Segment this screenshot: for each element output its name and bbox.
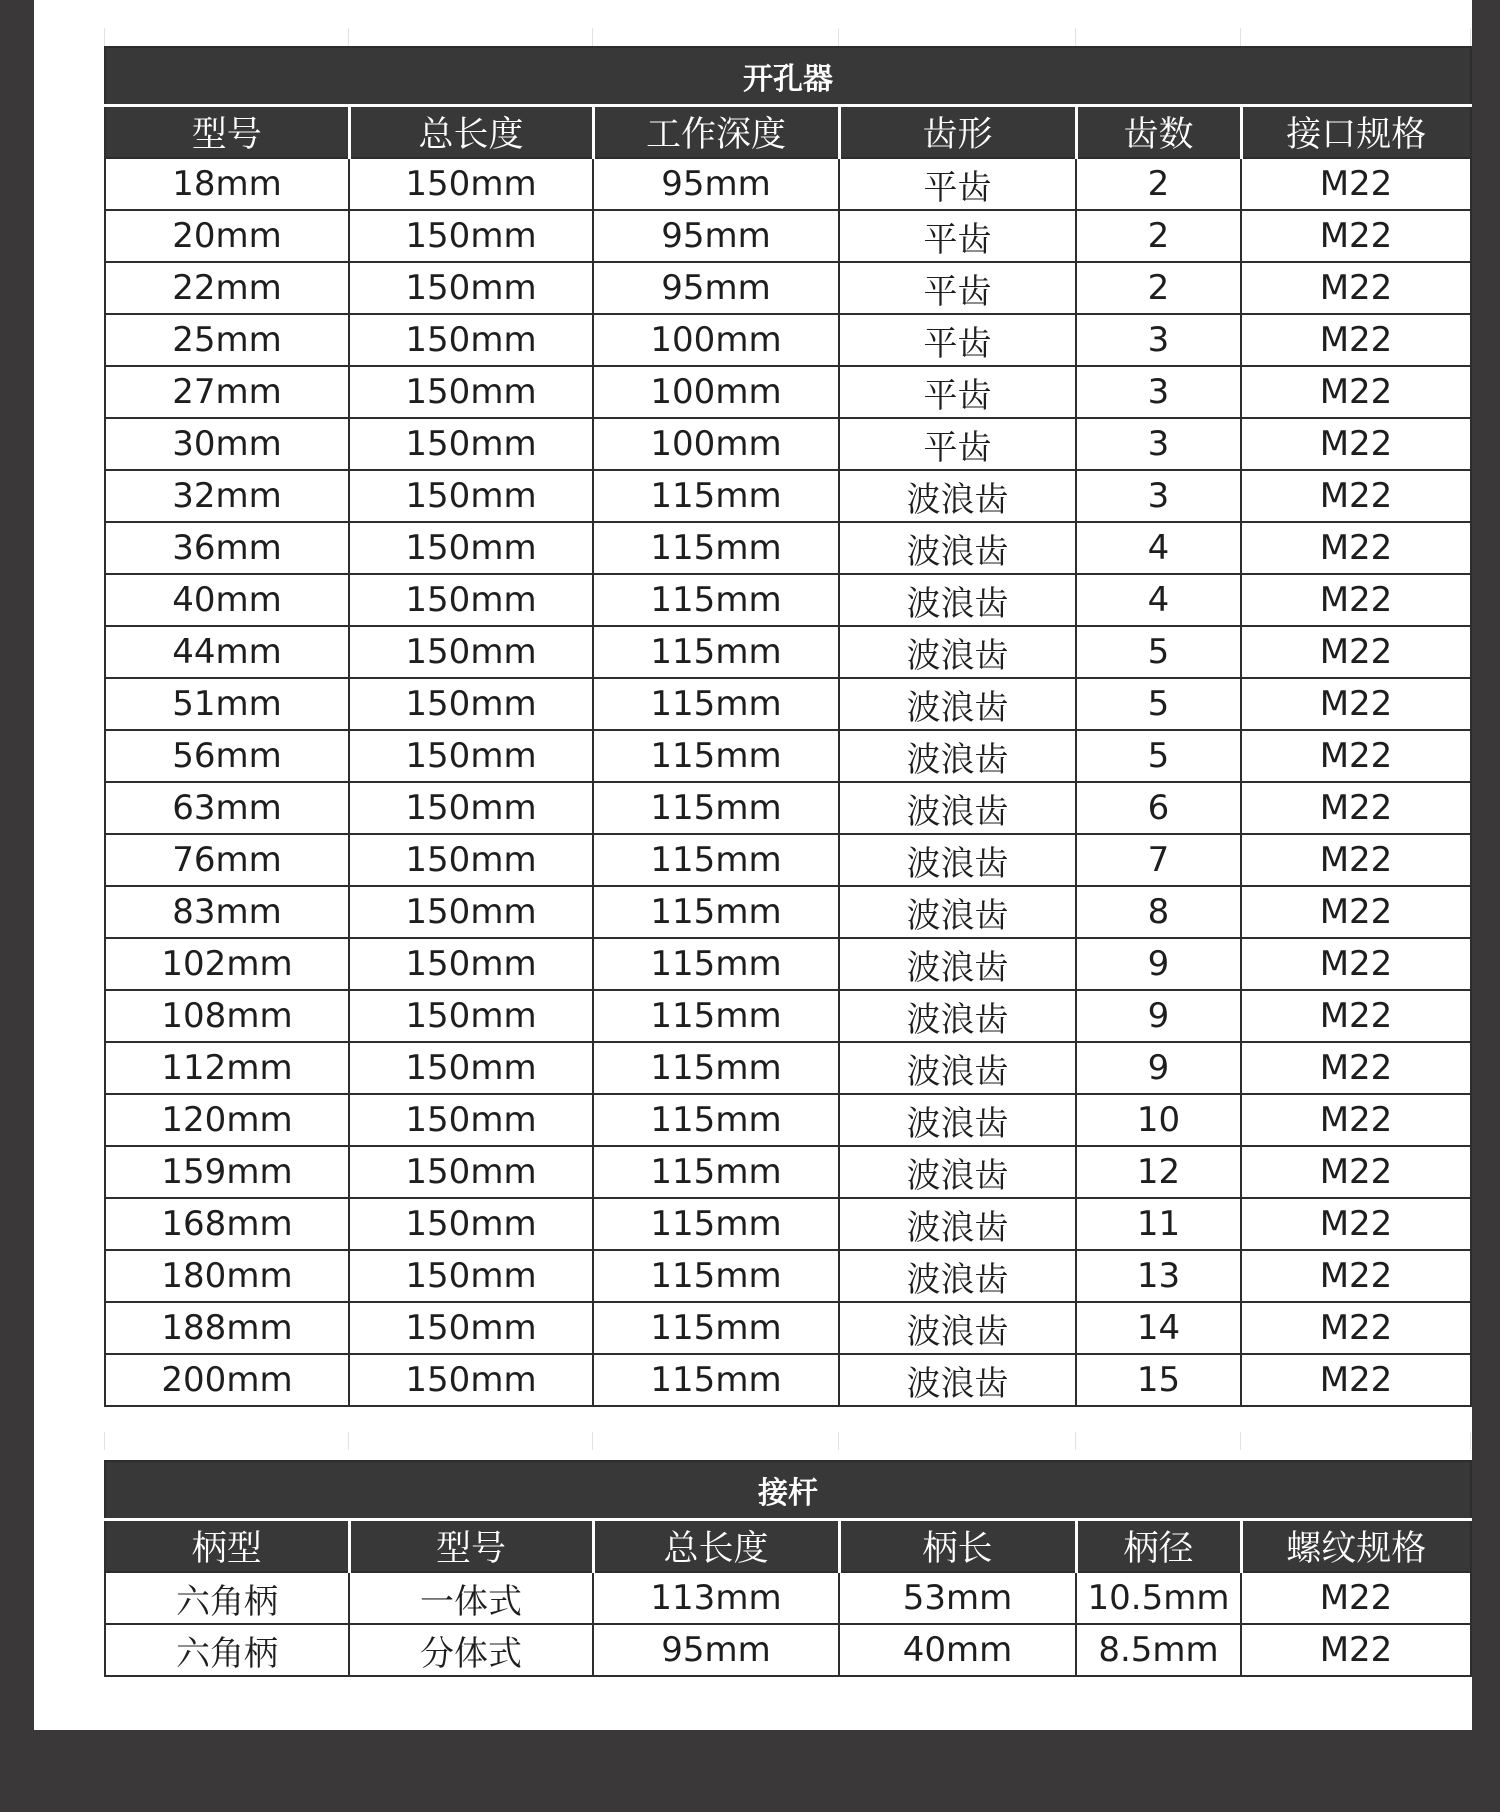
table-cell: 18mm [105, 158, 349, 210]
table-row [105, 1094, 1471, 1146]
table-cell: M22 [1241, 210, 1471, 262]
table-cell: 56mm [105, 730, 349, 782]
table-cell: 一体式 [349, 1572, 593, 1624]
spec-card [34, 0, 1472, 1730]
table-cell: 188mm [105, 1302, 349, 1354]
table-cell: 95mm [593, 1624, 839, 1676]
table-cell: 7 [1076, 834, 1241, 886]
column-header: 柄长 [839, 1520, 1076, 1573]
column-header: 齿形 [839, 106, 1076, 159]
table-cell: 10 [1076, 1094, 1241, 1146]
table-cell: 115mm [593, 1302, 839, 1354]
table-cell: 波浪齿 [839, 1354, 1076, 1406]
table-cell: 波浪齿 [839, 522, 1076, 574]
table-cell: 8.5mm [1076, 1624, 1241, 1676]
table-cell: 9 [1076, 1042, 1241, 1094]
table-cell: 150mm [349, 1042, 593, 1094]
table-cell: 5 [1076, 730, 1241, 782]
table-cell: 150mm [349, 210, 593, 262]
table-cell: 14 [1076, 1302, 1241, 1354]
table-cell: 波浪齿 [839, 470, 1076, 522]
column-header: 型号 [105, 106, 349, 159]
column-header: 总长度 [593, 1520, 839, 1573]
table-cell: M22 [1241, 782, 1471, 834]
hole-saw-table-title: 开孔器 [105, 47, 1471, 106]
table-cell: M22 [1241, 158, 1471, 210]
column-header: 总长度 [349, 106, 593, 159]
table-cell: 150mm [349, 574, 593, 626]
table-cell: 115mm [593, 678, 839, 730]
table-cell: 150mm [349, 990, 593, 1042]
table-cell: 115mm [593, 886, 839, 938]
table-cell: 115mm [593, 1250, 839, 1302]
table-row [105, 1624, 1471, 1676]
table-cell: 115mm [593, 470, 839, 522]
table-cell: 平齿 [839, 418, 1076, 470]
table-row [105, 158, 1471, 210]
table-row [105, 366, 1471, 418]
table-cell: M22 [1241, 834, 1471, 886]
table-cell: 20mm [105, 210, 349, 262]
table-cell: 150mm [349, 1094, 593, 1146]
table-cell: M22 [1241, 418, 1471, 470]
table-row [105, 522, 1471, 574]
table-cell: 13 [1076, 1250, 1241, 1302]
table-cell: 100mm [593, 418, 839, 470]
table-cell: 113mm [593, 1572, 839, 1624]
table-cell: 平齿 [839, 262, 1076, 314]
table-row [105, 1146, 1471, 1198]
table-cell: 83mm [105, 886, 349, 938]
table-cell: 115mm [593, 1354, 839, 1406]
table-cell: 150mm [349, 782, 593, 834]
table-cell: 150mm [349, 678, 593, 730]
column-header: 柄型 [105, 1520, 349, 1573]
table-cell: 12 [1076, 1146, 1241, 1198]
table-cell: M22 [1241, 470, 1471, 522]
table-cell: 115mm [593, 990, 839, 1042]
table-cell: 150mm [349, 1146, 593, 1198]
table-cell: M22 [1241, 678, 1471, 730]
table-cell: 95mm [593, 210, 839, 262]
table-cell: 11 [1076, 1198, 1241, 1250]
table-cell: 115mm [593, 1094, 839, 1146]
table-title-row [105, 47, 1471, 106]
table-cell: 100mm [593, 366, 839, 418]
table-cell: 150mm [349, 626, 593, 678]
table-cell: M22 [1241, 1354, 1471, 1406]
table-cell: 150mm [349, 1198, 593, 1250]
table-cell: 115mm [593, 574, 839, 626]
table-cell: 27mm [105, 366, 349, 418]
table-row [105, 1042, 1471, 1094]
table-cell: 150mm [349, 522, 593, 574]
hole-saw-spec-table [104, 46, 1472, 1407]
table-cell: 112mm [105, 1042, 349, 1094]
table-row [105, 1354, 1471, 1406]
table-cell: 150mm [349, 366, 593, 418]
table-cell: 150mm [349, 834, 593, 886]
table-title-row [105, 1461, 1471, 1520]
table-cell: 150mm [349, 886, 593, 938]
column-header: 接口规格 [1241, 106, 1471, 159]
table-cell: 平齿 [839, 158, 1076, 210]
table-cell: 2 [1076, 158, 1241, 210]
table-cell: 108mm [105, 990, 349, 1042]
table-cell: M22 [1241, 522, 1471, 574]
table-cell: 15 [1076, 1354, 1241, 1406]
table-cell: 波浪齿 [839, 834, 1076, 886]
table-cell: 波浪齿 [839, 1250, 1076, 1302]
table-cell: M22 [1241, 730, 1471, 782]
table-row [105, 1250, 1471, 1302]
table-cell: 95mm [593, 262, 839, 314]
table-cell: 115mm [593, 1042, 839, 1094]
table-cell: 115mm [593, 782, 839, 834]
table-cell: 44mm [105, 626, 349, 678]
table-cell: M22 [1241, 262, 1471, 314]
table-cell: 36mm [105, 522, 349, 574]
table-cell: 2 [1076, 262, 1241, 314]
table-cell: 115mm [593, 522, 839, 574]
table-cell: 六角柄 [105, 1624, 349, 1676]
table-cell: M22 [1241, 366, 1471, 418]
table-cell: 9 [1076, 990, 1241, 1042]
table-cell: 波浪齿 [839, 730, 1076, 782]
table-cell: 63mm [105, 782, 349, 834]
table-cell: 150mm [349, 314, 593, 366]
table-cell: 102mm [105, 938, 349, 990]
table-cell: 5 [1076, 626, 1241, 678]
column-header: 柄径 [1076, 1520, 1241, 1573]
column-header: 型号 [349, 1520, 593, 1573]
table-row [105, 678, 1471, 730]
table-cell: 波浪齿 [839, 886, 1076, 938]
table-row [105, 782, 1471, 834]
table-cell: M22 [1241, 1302, 1471, 1354]
table-cell: 150mm [349, 730, 593, 782]
table-row [105, 574, 1471, 626]
table-cell: 115mm [593, 1146, 839, 1198]
table-cell: 9 [1076, 938, 1241, 990]
table-cell: 六角柄 [105, 1572, 349, 1624]
table-cell: 波浪齿 [839, 1302, 1076, 1354]
table-cell: 150mm [349, 470, 593, 522]
table-cell: 2 [1076, 210, 1241, 262]
column-header: 齿数 [1076, 106, 1241, 159]
table-cell: 115mm [593, 626, 839, 678]
table-cell: M22 [1241, 1624, 1471, 1676]
table-row [105, 314, 1471, 366]
table-cell: M22 [1241, 1198, 1471, 1250]
table-row [105, 470, 1471, 522]
table-cell: M22 [1241, 1146, 1471, 1198]
table-cell: 3 [1076, 366, 1241, 418]
table-cell: 3 [1076, 418, 1241, 470]
table-cell: 76mm [105, 834, 349, 886]
table-cell: 分体式 [349, 1624, 593, 1676]
table-cell: 平齿 [839, 210, 1076, 262]
column-header: 工作深度 [593, 106, 839, 159]
table-cell: 150mm [349, 158, 593, 210]
table-row [105, 1572, 1471, 1624]
table-row [105, 418, 1471, 470]
table-cell: 40mm [105, 574, 349, 626]
table-cell: 150mm [349, 1354, 593, 1406]
table-cell: 53mm [839, 1572, 1076, 1624]
table-cell: 150mm [349, 938, 593, 990]
table-row [105, 1302, 1471, 1354]
table-row [105, 626, 1471, 678]
table-cell: 10.5mm [1076, 1572, 1241, 1624]
table-header-row [105, 1520, 1471, 1573]
table-cell: 平齿 [839, 314, 1076, 366]
table-cell: 30mm [105, 418, 349, 470]
table-cell: 4 [1076, 522, 1241, 574]
table-cell: M22 [1241, 574, 1471, 626]
faint-grid-middle [104, 1432, 1471, 1450]
table-cell: 95mm [593, 158, 839, 210]
table-row [105, 990, 1471, 1042]
table-row [105, 834, 1471, 886]
table-row [105, 262, 1471, 314]
table-cell: 115mm [593, 834, 839, 886]
table-cell: 平齿 [839, 366, 1076, 418]
table-cell: 波浪齿 [839, 782, 1076, 834]
table-cell: 8 [1076, 886, 1241, 938]
table-cell: M22 [1241, 314, 1471, 366]
table-cell: 159mm [105, 1146, 349, 1198]
table-cell: M22 [1241, 990, 1471, 1042]
table-cell: 150mm [349, 1302, 593, 1354]
table-cell: 波浪齿 [839, 626, 1076, 678]
table-cell: 25mm [105, 314, 349, 366]
extension-rod-table-title: 接杆 [105, 1461, 1471, 1520]
table-cell: 波浪齿 [839, 574, 1076, 626]
table-cell: 180mm [105, 1250, 349, 1302]
table-header-row [105, 106, 1471, 159]
table-cell: 波浪齿 [839, 1042, 1076, 1094]
faint-grid-top [104, 28, 1471, 46]
table-cell: 22mm [105, 262, 349, 314]
table-cell: 120mm [105, 1094, 349, 1146]
table-cell: 32mm [105, 470, 349, 522]
table-cell: 波浪齿 [839, 678, 1076, 730]
table-cell: M22 [1241, 886, 1471, 938]
table-cell: 100mm [593, 314, 839, 366]
table-cell: 150mm [349, 262, 593, 314]
table-cell: 115mm [593, 938, 839, 990]
table-cell: 6 [1076, 782, 1241, 834]
table-cell: 波浪齿 [839, 1198, 1076, 1250]
table-cell: M22 [1241, 938, 1471, 990]
table-cell: M22 [1241, 1250, 1471, 1302]
table-cell: 115mm [593, 730, 839, 782]
table-cell: 200mm [105, 1354, 349, 1406]
table-cell: 4 [1076, 574, 1241, 626]
table-cell: 3 [1076, 314, 1241, 366]
table-cell: 波浪齿 [839, 1094, 1076, 1146]
table-row [105, 1198, 1471, 1250]
table-cell: M22 [1241, 1572, 1471, 1624]
table-row [105, 938, 1471, 990]
table-cell: 波浪齿 [839, 1146, 1076, 1198]
table-cell: 168mm [105, 1198, 349, 1250]
extension-rod-spec-table [104, 1460, 1472, 1677]
table-row [105, 210, 1471, 262]
table-row [105, 730, 1471, 782]
column-header: 螺纹规格 [1241, 1520, 1471, 1573]
table-cell: 波浪齿 [839, 990, 1076, 1042]
table-row [105, 886, 1471, 938]
table-cell: 150mm [349, 418, 593, 470]
table-cell: 波浪齿 [839, 938, 1076, 990]
table-cell: 40mm [839, 1624, 1076, 1676]
table-cell: 150mm [349, 1250, 593, 1302]
table-cell: M22 [1241, 1094, 1471, 1146]
table-cell: 5 [1076, 678, 1241, 730]
table-cell: 51mm [105, 678, 349, 730]
table-cell: 115mm [593, 1198, 839, 1250]
table-cell: M22 [1241, 1042, 1471, 1094]
table-cell: 3 [1076, 470, 1241, 522]
table-cell: M22 [1241, 626, 1471, 678]
